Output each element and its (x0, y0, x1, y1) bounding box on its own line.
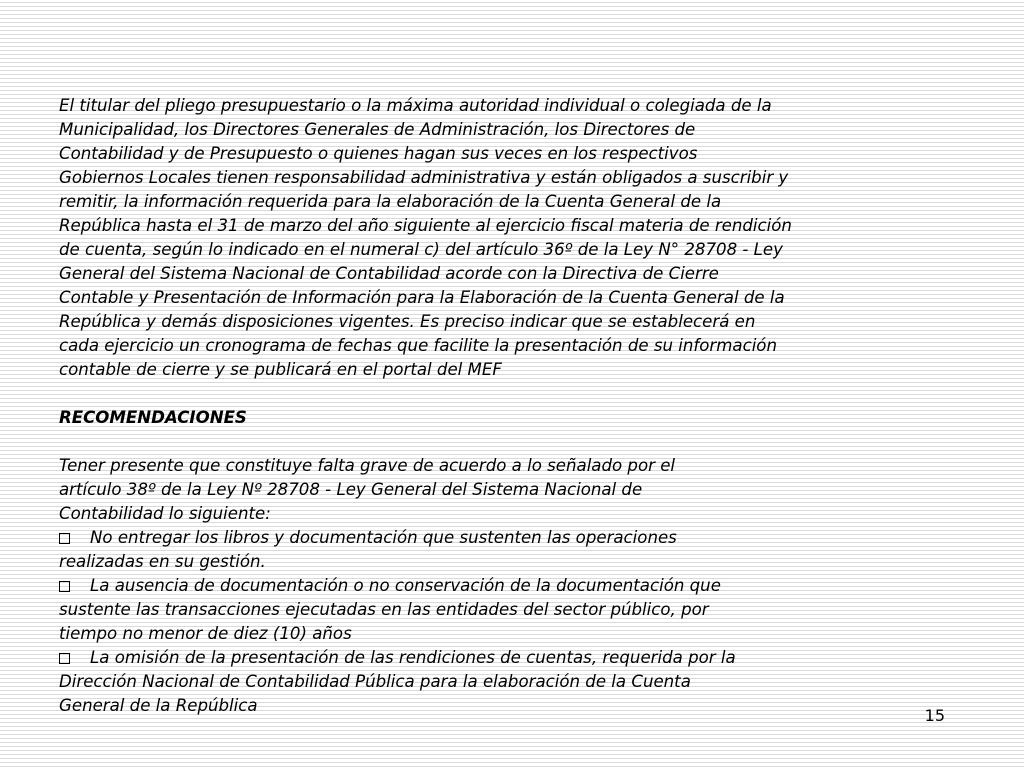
bullet-item (59, 646, 959, 718)
bullet-line: Dirección Nacional de Contabilidad Pública para la elaboración de la Cuenta (59, 672, 691, 691)
bullet-line (59, 574, 959, 598)
section-heading: RECOMENDACIONES (59, 408, 247, 427)
intro-line: Contabilidad lo siguiente: (59, 504, 271, 523)
paragraph-main (59, 94, 959, 382)
bullet-item (59, 526, 959, 574)
paragraph-line: El titular del pliego presupuestario o la máxima autoridad individual o colegiada de la (59, 96, 772, 115)
paragraph-line: General del Sistema Nacional de Contabilidad acorde con la Directiva de Cierre (59, 264, 719, 283)
bullet-line: tiempo no menor de diez (10) años (59, 624, 352, 643)
bullet-text: La ausencia de documentación o no conservación de la documentación que (90, 576, 721, 595)
bullet-line: sustente las transacciones ejecutadas en las entidades del sector público, por (59, 600, 709, 619)
page-number: 15 (924, 706, 945, 725)
bullet-line (59, 526, 959, 550)
intro-line: artículo 38º de la Ley Nº 28708 - Ley General del Sistema Nacional de (59, 480, 643, 499)
spacer (59, 430, 959, 454)
paragraph-line: de cuenta, según lo indicado en el numeral c) del artículo 36º de la Ley N° 28708 - Ley (59, 240, 783, 259)
bullet-line: realizadas en su gestión. (59, 552, 266, 571)
paragraph-line: Contabilidad y de Presupuesto o quienes hagan sus veces en los respectivos (59, 144, 698, 163)
paragraph-line: República hasta el 31 de marzo del año siguiente al ejercicio fiscal materia de rendición (59, 216, 792, 235)
checkbox-square-icon (59, 533, 70, 544)
bullet-text: No entregar los libros y documentación que sustenten las operaciones (90, 528, 677, 547)
bullet-line: General de la República (59, 696, 258, 715)
paragraph-line: Contable y Presentación de Información para la Elaboración de la Cuenta General de la (59, 288, 785, 307)
paragraph-line: cada ejercicio un cronograma de fechas que facilite la presentación de su información (59, 336, 777, 355)
bullet-item (59, 574, 959, 646)
spacer (59, 382, 959, 406)
intro-line: Tener presente que constituye falta grave de acuerdo a lo señalado por el (59, 456, 676, 475)
intro-paragraph (59, 454, 959, 526)
bullet-text: La omisión de la presentación de las rendiciones de cuentas, requerida por la (90, 648, 736, 667)
checkbox-square-icon (59, 653, 70, 664)
slide-body (59, 94, 959, 718)
paragraph-line: remitir, la información requerida para la elaboración de la Cuenta General de la (59, 192, 722, 211)
checkbox-square-icon (59, 581, 70, 592)
bullet-line (59, 646, 959, 670)
paragraph-line: Gobiernos Locales tienen responsabilidad administrativa y están obligados a suscribir y (59, 168, 789, 187)
paragraph-line: República y demás disposiciones vigentes. Es preciso indicar que se establecerá en (59, 312, 756, 331)
paragraph-line: contable de cierre y se publicará en el portal del MEF (59, 360, 502, 379)
paragraph-line: Municipalidad, los Directores Generales de Administración, los Directores de (59, 120, 696, 139)
